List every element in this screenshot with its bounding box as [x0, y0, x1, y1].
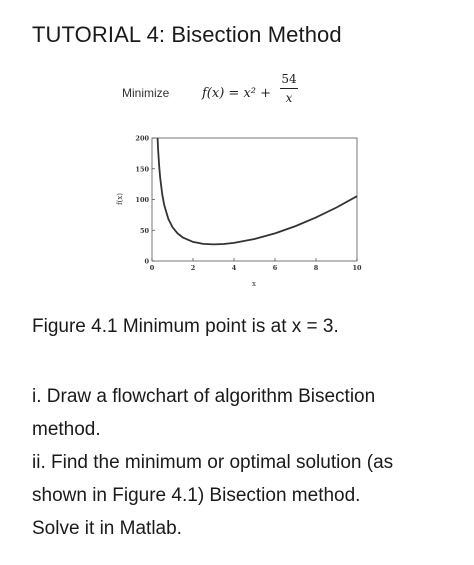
function-curve: [158, 138, 357, 244]
instruction-line: Solve it in Matlab.: [32, 518, 182, 539]
y-tick-label: 100: [135, 196, 149, 204]
instruction-line: i. Draw a flowchart of algorithm Bisection: [32, 386, 376, 407]
instruction-item-1: [32, 380, 462, 446]
figure-caption: Figure 4.1 Minimum point is at x = 3.: [32, 316, 339, 337]
page-title: TUTORIAL 4: Bisection Method: [32, 22, 342, 47]
y-tick-label: 50: [139, 226, 149, 235]
y-tick-label: 200: [135, 134, 149, 143]
x-tick-label: 4: [231, 264, 237, 272]
formula-fraction: [280, 72, 298, 105]
instruction-line: shown in Figure 4.1) Bisection method.: [32, 485, 361, 506]
fraction-bar: [280, 88, 298, 89]
instruction-item-2: [32, 446, 462, 545]
x-tick-label: 8: [313, 264, 319, 272]
minimize-label: Minimize: [122, 86, 170, 100]
function-plot: [104, 128, 366, 298]
y-axis-label: f(x): [116, 192, 124, 206]
formula-numerator: 54: [281, 72, 297, 86]
y-tick-label: 0: [144, 257, 149, 266]
instruction-line: ii. Find the minimum or optimal solution (as: [32, 452, 394, 473]
formula-lhs: f(x) = x² +: [202, 86, 272, 101]
x-tick-label: 6: [272, 264, 278, 272]
y-tick-label: 150: [135, 165, 149, 174]
x-tick-label: 2: [190, 264, 196, 272]
x-tick-label: 0: [149, 264, 155, 272]
x-axis-label: x: [252, 280, 256, 288]
instruction-line: method.: [32, 419, 101, 440]
formula-denominator: x: [285, 91, 293, 105]
plot-frame: [152, 138, 357, 261]
x-tick-label: 10: [352, 264, 362, 272]
